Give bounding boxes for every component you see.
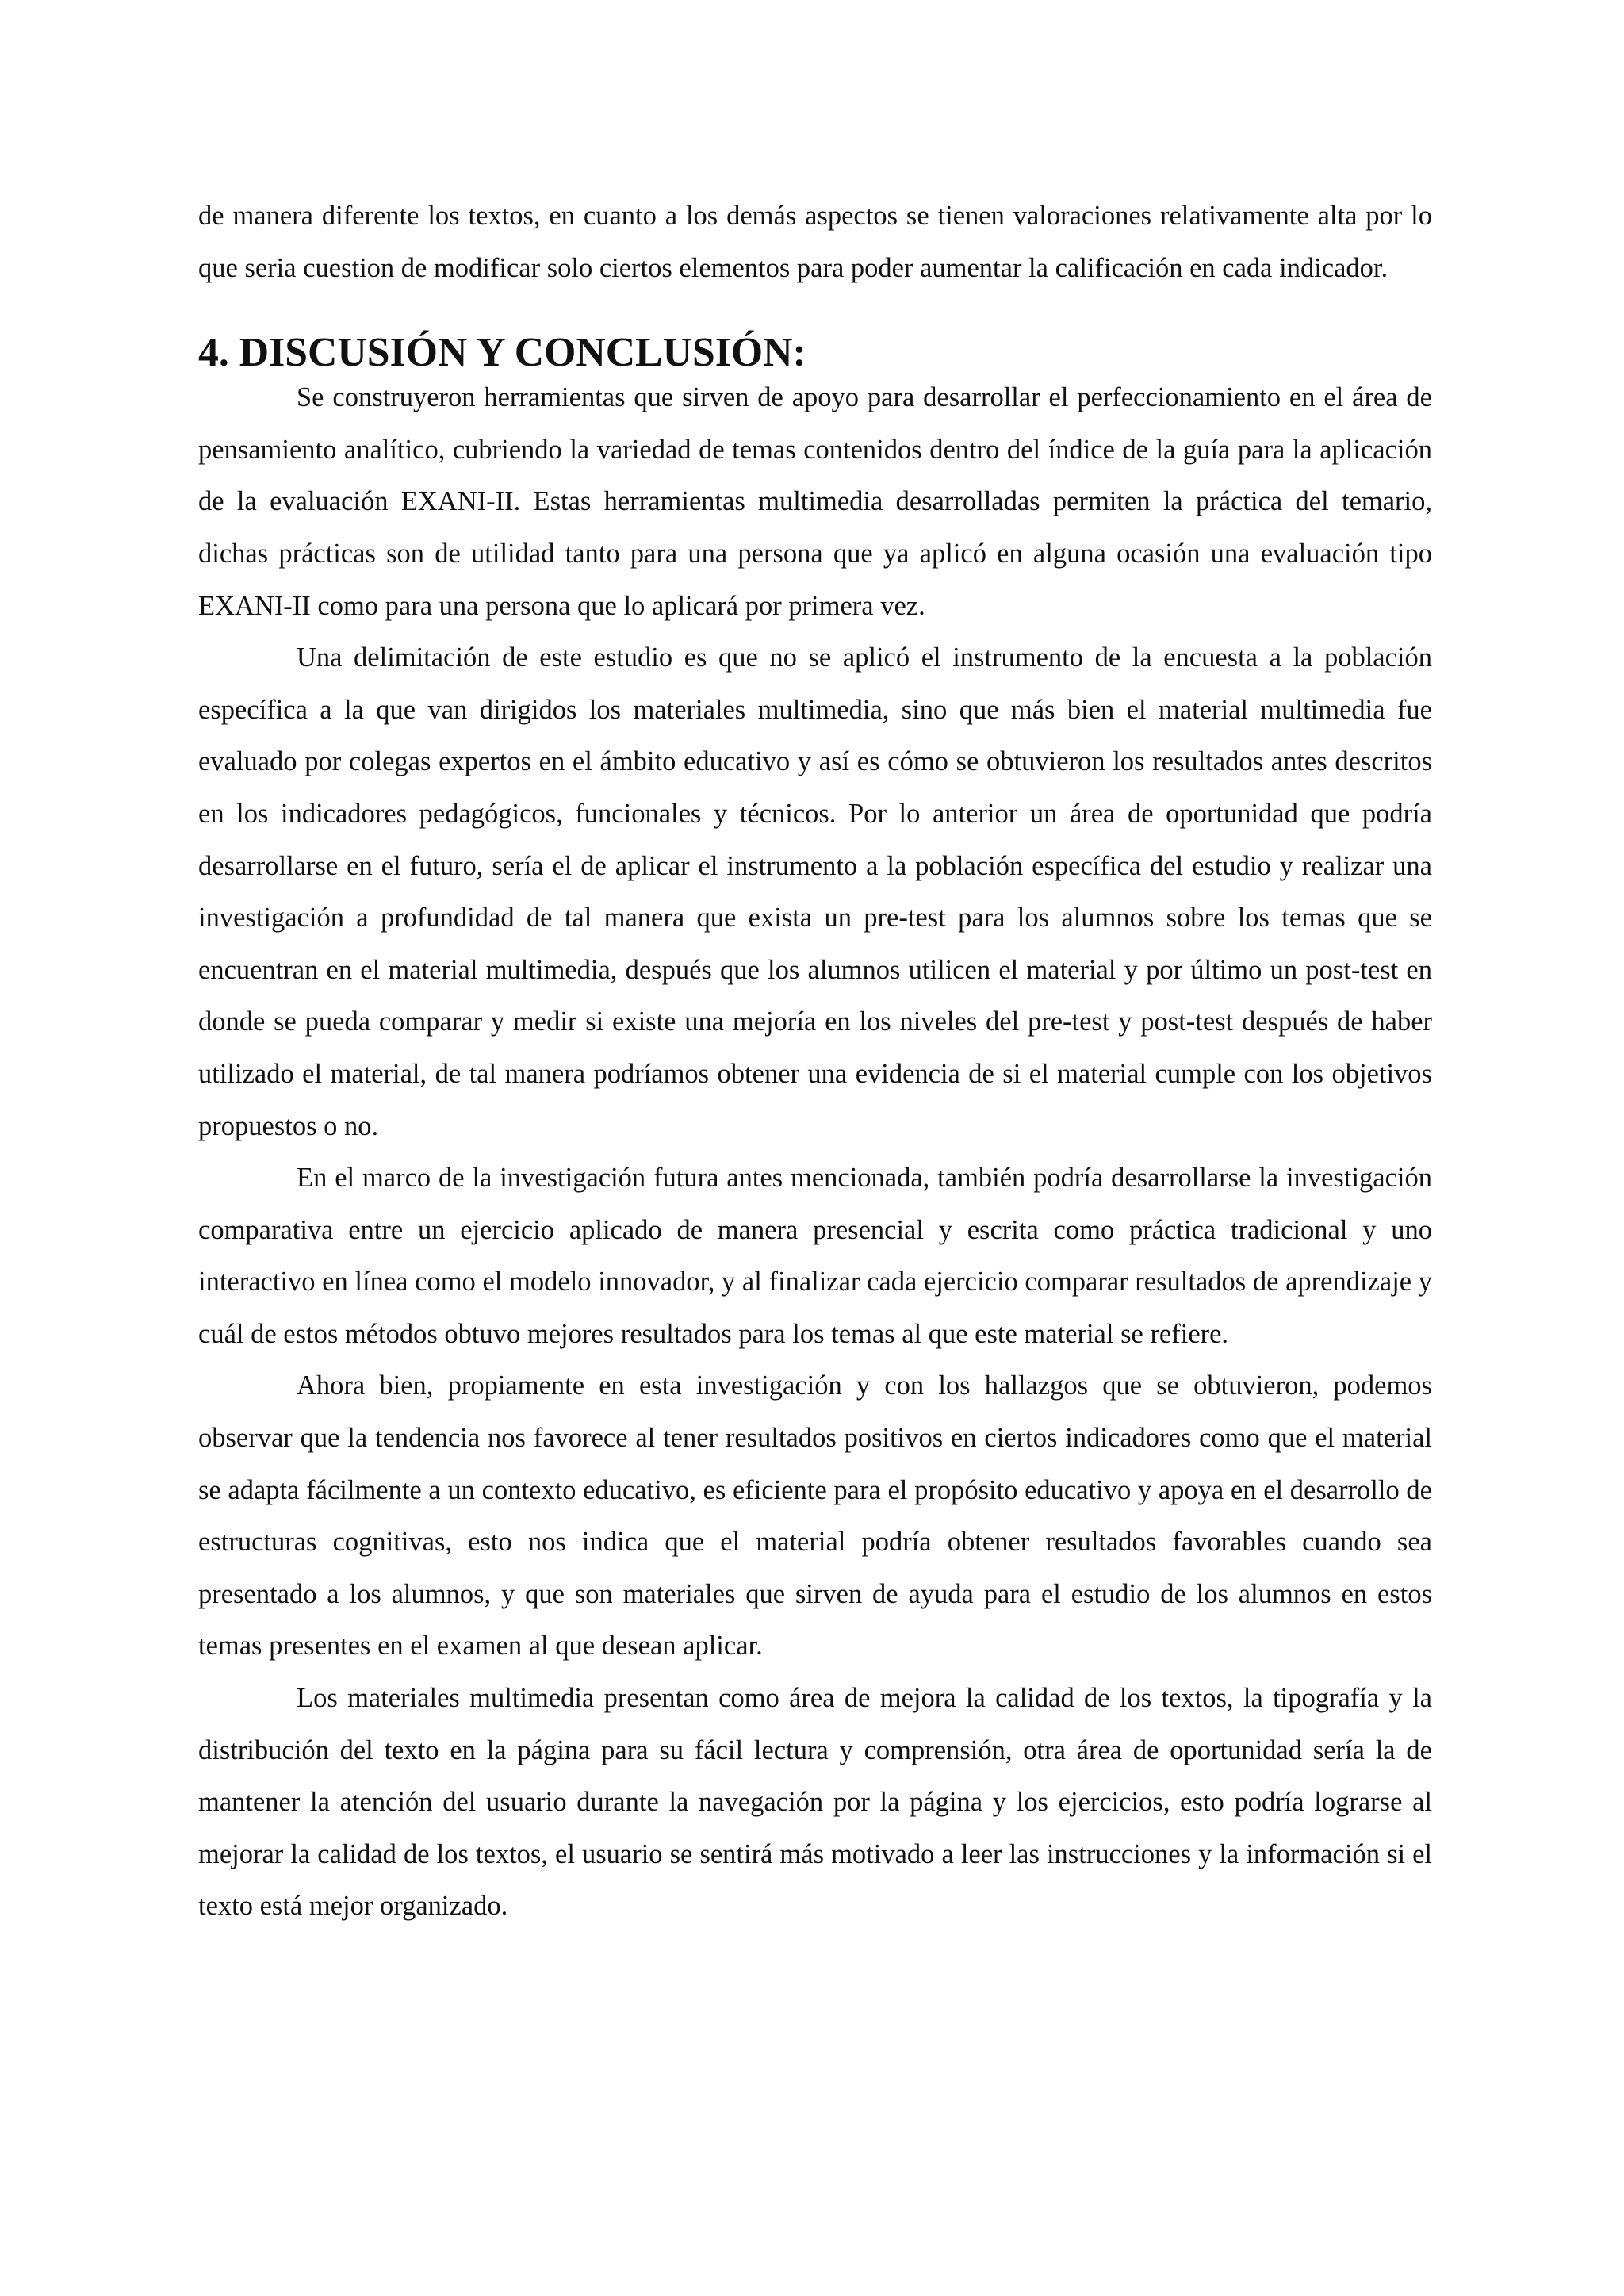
paragraph-delimitation: Una delimitación de este estudio es que no se aplicó el instrumento de la encuesta a la población específica a la que van dirigidos los materiales multimedia, sino que más bien el material multimedia fue evaluado por colegas expertos en el ámbito educativo y así es cómo se obtuvieron los resultados antes descritos en los indicadores pedagógicos, funcionales y técnicos. Por lo anterior un área de oportunidad que podría desarrollarse en el futuro, sería el de aplicar el instrumento a la población específica del estudio y realizar una investigación a profundidad de tal manera que exista un pre-test para los alumnos sobre los temas que se encuentran en el material multimedia, después que los alumnos utilicen el material y por último un post-test en donde se pueda comparar y medir si existe una mejoría en los niveles del pre-test y post-test después de haber utilizado el material, de tal manera podríamos obtener una evidencia de si el material cumple con los objetivos propuestos o no.: [198, 642, 1432, 1141]
page-content: [198, 190, 1432, 1933]
paragraph-improvement-areas: Los materiales multimedia presentan como área de mejora la calidad de los textos, la tipografía y la distribución del texto en la página para su fácil lectura y comprensión, otra área de oportunidad sería la de mantener la atención del usuario durante la navegación por la página y los ejercicios, esto podría lograrse al mejorar la calidad de los textos, el usuario se sentirá más motivado a leer las instrucciones y la información si el texto está mejor organizado.: [198, 1683, 1432, 1922]
paragraph-continuation: de manera diferente los textos, en cuanto a los demás aspectos se tienen valoraciones relativamente alta por lo que seria cuestion de modificar solo ciertos elementos para poder aumentar la calificación en cada indicador.: [198, 201, 1432, 283]
paragraph-findings: Ahora bien, propiamente en esta investigación y con los hallazgos que se obtuvieron, podemos observar que la tendencia nos favorece al tener resultados positivos en ciertos indicadores como que el material se adapta fácilmente a un contexto educativo, es eficiente para el propósito educativo y apoya en el desarrollo de estructuras cognitivas, esto nos indica que el material podría obtener resultados favorables cuando sea presentado a los alumnos, y que son materiales que sirven de ayuda para el estudio de los alumnos en estos temas presentes en el examen al que desean aplicar.: [198, 1370, 1432, 1662]
paragraph-tools: Se construyeron herramientas que sirven de apoyo para desarrollar el perfeccionamiento en el área de pensamiento analítico, cubriendo la variedad de temas contenidos dentro del índice de la guía para la aplicación de la evaluación EXANI-II. Estas herramientas multimedia desarrolladas permiten la práctica del temario, dichas prácticas son de utilidad tanto para una persona que ya aplicó en alguna ocasión una evaluación tipo EXANI-II como para una persona que lo aplicará por primera vez.: [198, 382, 1432, 621]
section-heading: 4. DISCUSIÓN Y CONCLUSIÓN:: [198, 330, 806, 376]
paragraph-future-research: En el marco de la investigación futura antes mencionada, también podría desarrollarse la investigación comparativa entre un ejercicio aplicado de manera presencial y escrita como práctica tradicional y uno interactivo en línea como el modelo innovador, y al finalizar cada ejercicio comparar resultados de aprendizaje y cuál de estos métodos obtuvo mejores resultados para los temas al que este material se refiere.: [198, 1163, 1432, 1349]
